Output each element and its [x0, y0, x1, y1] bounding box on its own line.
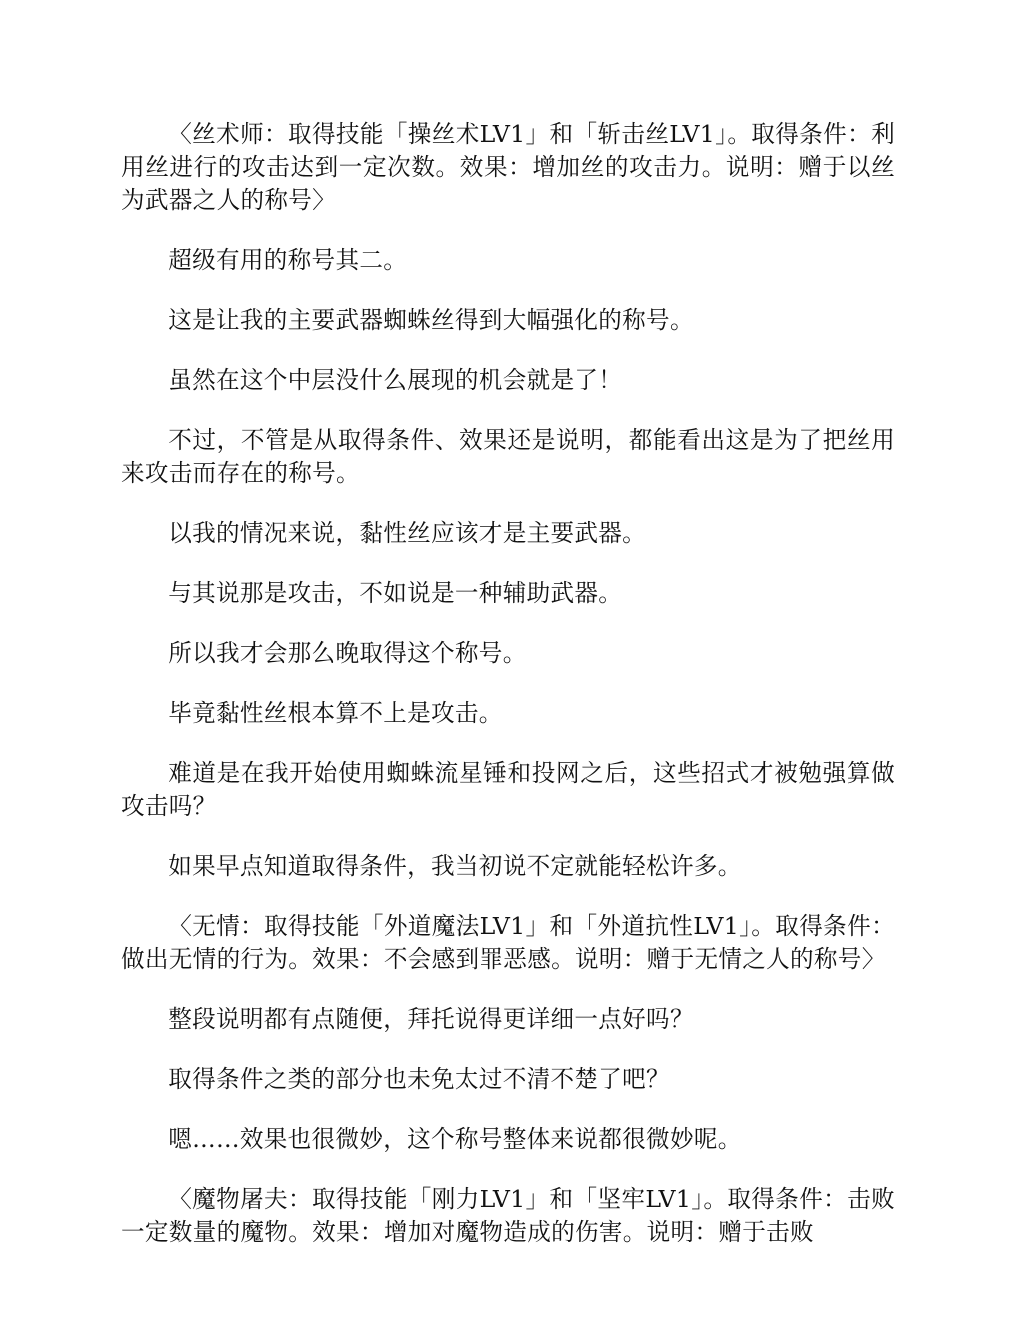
paragraph: 毕竟黏性丝根本算不上是攻击。 — [168, 699, 503, 727]
paragraph: 这是让我的主要武器蜘蛛丝得到大幅强化的称号。 — [168, 306, 694, 334]
paragraph: 以我的情况来说，黏性丝应该才是主要武器。 — [168, 519, 647, 547]
paragraph: 虽然在这个中层没什么展现的机会就是了！ — [168, 366, 623, 394]
paragraph-title-ruthless: 〈无情：取得技能「外道魔法LV1」和「外道抗性LV1」。取得条件：做出无情的行为。效果：不会感到罪恶感。说明：赠于无情之人的称号〉 — [121, 912, 895, 973]
paragraph: 嗯……效果也很微妙，这个称号整体来说都很微妙呢。 — [168, 1125, 742, 1153]
paragraph: 如果早点知道取得条件，我当初说不定就能轻松许多。 — [168, 852, 742, 880]
paragraph: 超级有用的称号其二。 — [168, 246, 408, 274]
paragraph-title-silk-master: 〈丝术师：取得技能「操丝术LV1」和「斩击丝LV1」。取得条件：利用丝进行的攻击达到一定次数。效果：增加丝的攻击力。说明：赠于以丝为武器之人的称号〉 — [121, 120, 895, 214]
paragraph: 不过，不管是从取得条件、效果还是说明，都能看出这是为了把丝用来攻击而存在的称号。 — [121, 426, 895, 487]
paragraph: 与其说那是攻击，不如说是一种辅助武器。 — [168, 579, 623, 607]
body-text — [121, 118, 895, 1276]
paragraph: 难道是在我开始使用蜘蛛流星锤和投网之后，这些招式才被勉强算做攻击吗？ — [121, 759, 895, 820]
paragraph-title-monster-slayer: 〈魔物屠夫：取得技能「刚力LV1」和「坚牢LV1」。取得条件：击败一定数量的魔物。效果：增加对魔物造成的伤害。说明：赠于击败 — [121, 1185, 895, 1246]
paragraph: 取得条件之类的部分也未免太过不清不楚了吧？ — [168, 1065, 670, 1093]
paragraph: 所以我才会那么晚取得这个称号。 — [168, 639, 527, 667]
paragraph: 整段说明都有点随便，拜托说得更详细一点好吗？ — [168, 1005, 694, 1033]
